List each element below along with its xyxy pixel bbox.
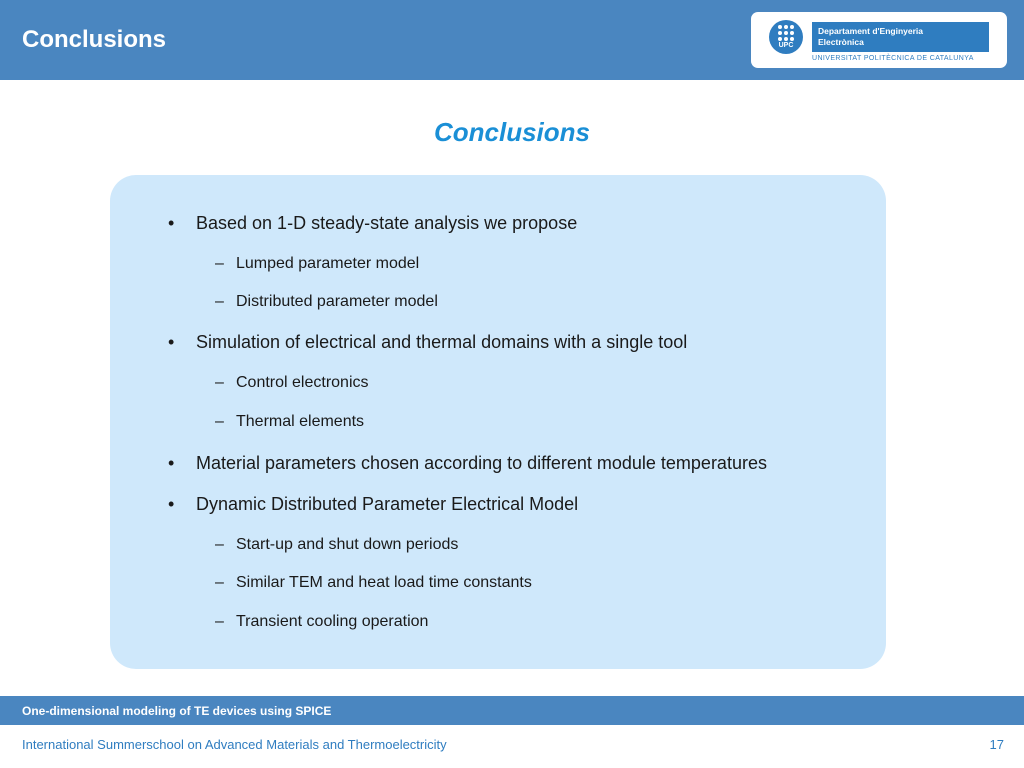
sub-bullet-text: Transient cooling operation bbox=[236, 613, 429, 630]
bullet-item bbox=[168, 332, 687, 353]
emblem-text: UPC bbox=[778, 42, 794, 49]
sub-bullet-text: Distributed parameter model bbox=[236, 293, 438, 310]
sub-bullet-item bbox=[215, 255, 419, 273]
presentation-subtitle: One-dimensional modeling of TE devices using SPICE bbox=[22, 704, 332, 718]
sub-bullet-marker: – bbox=[215, 536, 224, 553]
sub-bullet-marker: – bbox=[215, 413, 224, 430]
sub-bullet-text: Thermal elements bbox=[236, 413, 365, 430]
bullet-text: Simulation of electrical and thermal domains with a single tool bbox=[196, 332, 688, 352]
department-line-1: Departament d'Enginyeria bbox=[818, 26, 923, 36]
sub-bullet-text: Lumped parameter model bbox=[236, 255, 420, 272]
header-title: Conclusions bbox=[22, 26, 167, 53]
sub-bullet-marker: – bbox=[215, 293, 224, 310]
department-name bbox=[812, 22, 989, 52]
sub-bullet-marker: – bbox=[215, 255, 224, 272]
sub-bullet-marker: – bbox=[215, 574, 224, 591]
sub-bullet-text: Similar TEM and heat load time constants bbox=[236, 574, 532, 591]
slide-title: Conclusions bbox=[433, 117, 590, 147]
sub-bullet-item bbox=[215, 374, 369, 392]
content-box bbox=[110, 175, 886, 669]
bullet-marker: • bbox=[168, 332, 175, 352]
header-bar bbox=[0, 0, 1024, 80]
university-name: UNIVERSITAT POLITÈCNICA DE CATALUNYA bbox=[812, 55, 974, 62]
bullet-text: Dynamic Distributed Parameter Electrical Model bbox=[196, 494, 579, 514]
sub-bullet-marker: – bbox=[215, 613, 224, 630]
bullet-marker: • bbox=[168, 494, 175, 514]
upc-emblem-icon bbox=[769, 20, 803, 54]
sub-bullet-text: Start-up and shut down periods bbox=[236, 536, 459, 553]
sub-bullet-item bbox=[215, 413, 364, 431]
bullet-item bbox=[168, 213, 577, 234]
sub-bullet-item bbox=[215, 574, 532, 592]
page-number: 17 bbox=[989, 737, 1004, 752]
department-line-2: Electrònica bbox=[818, 37, 864, 47]
sub-bullet-item bbox=[215, 293, 438, 311]
bullet-item bbox=[168, 494, 578, 515]
bullet-text: Material parameters chosen according to different module temperatures bbox=[196, 453, 767, 473]
bullet-marker: • bbox=[168, 453, 175, 473]
bullet-marker: • bbox=[168, 213, 175, 233]
sub-bullet-marker: – bbox=[215, 374, 224, 391]
sub-bullet-item bbox=[215, 536, 458, 554]
bullet-item bbox=[168, 453, 767, 474]
bullet-text: Based on 1-D steady-state analysis we propose bbox=[196, 213, 578, 233]
event-name: International Summerschool on Advanced Materials and Thermoelectricity bbox=[22, 737, 447, 752]
sub-bullet-item bbox=[215, 613, 428, 631]
upc-logo bbox=[751, 12, 1007, 68]
footer-band bbox=[0, 696, 1024, 725]
sub-bullet-text: Control electronics bbox=[236, 374, 369, 391]
